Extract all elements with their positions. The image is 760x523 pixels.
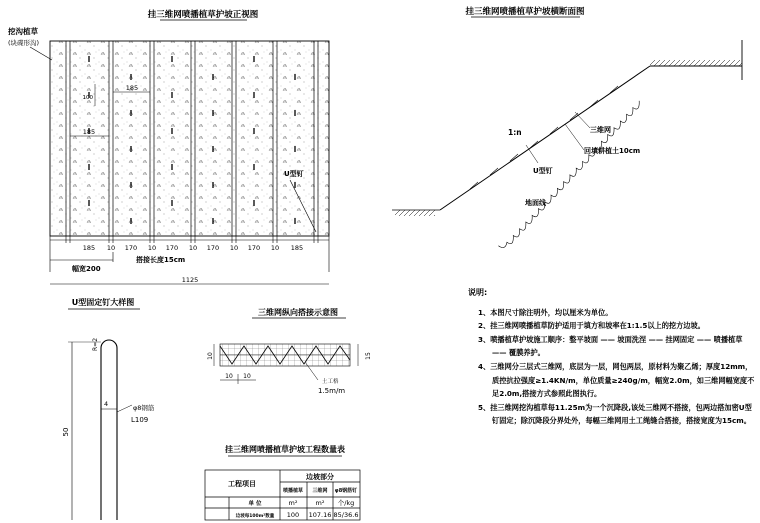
lap-diagram-title: 三维网纵向搭接示意图 xyxy=(258,308,338,317)
bottom-dim-4: 10 xyxy=(147,244,157,252)
fill-label: 回填耕植土10cm xyxy=(584,147,641,155)
inner-dim-185: 185 xyxy=(125,84,139,92)
table-unit-label: 单 位 xyxy=(248,501,262,507)
table-qty-label: 边坡每100m²数量 xyxy=(235,514,275,519)
front-view xyxy=(7,9,329,284)
lap-dim-10-b: 10 xyxy=(243,373,251,380)
note-item-5: 5、挂三维网挖沟植草每11.25m为一个沉降段,该处三维网不搭接，包两边搭加密U型钉固定；除沉降段分界处外，每幅三维网用土工绳缝合搭接，搭接宽度为15cm。 xyxy=(478,402,752,426)
u-nail-detail xyxy=(62,297,155,520)
front-view-title: 挂三维网喷播植草护坡正视图 xyxy=(147,10,259,20)
table-qty-1: 100 xyxy=(286,511,300,519)
slope-ratio-label: 1:n xyxy=(508,128,522,137)
lap-soil-label: 土工格 xyxy=(322,379,339,385)
table-header-item: 工程项目 xyxy=(228,480,256,488)
section-net-label: 三维网 xyxy=(590,126,611,134)
note-item-4: 4、三维网分三层式三维网，底层为一层，网包两层，原材料为聚乙烯；厚度12mm，质控抗拉强度≥1.4KN/m，单位质量≥240g/m，幅宽2.0m，如三维网幅宽度不足2.0m,搭接方式参照此图执行。 xyxy=(478,361,755,399)
table-unit-2: m² xyxy=(315,499,325,507)
table-unit-3: 个/kg xyxy=(337,499,355,507)
u-nail-title: U型固定钉大样图 xyxy=(71,298,135,307)
u-nail-rebar: φ8钢筋 xyxy=(133,404,155,412)
inner-dim-100: 100 xyxy=(82,95,93,101)
u-nail-shape xyxy=(101,340,117,520)
bottom-dim-10: 10 xyxy=(270,244,280,252)
bottom-dim-2: 10 xyxy=(106,244,116,252)
lap-length-label: 搭接长度15cm xyxy=(136,256,186,264)
notes-heading: 说明: xyxy=(468,288,488,297)
note-item-1: 1、本图尺寸除注明外，均以厘米为单位。 xyxy=(478,307,613,317)
lap-dim-15: 15 xyxy=(365,352,372,360)
quantity-table xyxy=(205,444,360,520)
front-u-nail-label: U型钉 xyxy=(284,170,304,178)
section-view xyxy=(392,6,742,250)
total-dim: 1125 xyxy=(181,276,199,284)
table-unit-1: m² xyxy=(288,499,298,507)
bottom-dim-3: 170 xyxy=(124,244,138,252)
table-col-3: φ8钢筋钉 xyxy=(334,488,358,494)
bottom-dim-8: 10 xyxy=(229,244,239,252)
bottom-dim-6: 10 xyxy=(188,244,198,252)
bottom-dim-5: 170 xyxy=(165,244,179,252)
table-qty-2: 107.16 xyxy=(308,511,332,519)
u-nail-radius: R=2 xyxy=(92,337,99,351)
width-label: 幅宽200 xyxy=(72,265,101,273)
lap-dim-10-a: 10 xyxy=(225,373,233,380)
section-u-nail-label: U型钉 xyxy=(533,167,553,175)
lap-diagram xyxy=(207,307,372,395)
lap-dim-10-left: 10 xyxy=(207,352,214,360)
section-view-title: 挂三维网喷播植草护坡横断面图 xyxy=(465,7,585,17)
note-item-3: 3、喷播植草护坡施工顺序：整平坡面 —— 坡面洗涅 —— 挂网固定 —— 喷播植草 —— 覆膜养护。 xyxy=(478,334,743,358)
table-title: 挂三维网喷播植草护坡工程数量表 xyxy=(225,445,345,454)
bottom-dim-7: 170 xyxy=(206,244,220,252)
table-header-group: 边坡部分 xyxy=(306,473,334,481)
bottom-dim-11: 185 xyxy=(290,244,304,252)
lap-spacing-label: 1.5m/m xyxy=(318,387,346,395)
u-nail-dim-4: 4 xyxy=(104,400,109,408)
net-wave xyxy=(476,101,665,250)
u-nail-dim-50: 50 xyxy=(62,427,70,437)
inner-dim-185b: 185 xyxy=(82,128,96,136)
table-col-2: 三维网 xyxy=(312,488,328,494)
table-col-1: 喷播植草 xyxy=(282,488,304,494)
ground-line-label: 地面线 xyxy=(525,199,546,207)
note-item-2: 2、挂三维网喷播植草防护适用于填方和坡率在1:1.5以上的挖方边坡。 xyxy=(478,321,705,331)
bottom-dim-1: 185 xyxy=(82,244,96,252)
table-qty-3: 85/36.6 xyxy=(333,511,359,519)
ditch-label: 挖沟植草 xyxy=(8,27,38,36)
u-nail-length: L109 xyxy=(131,416,149,424)
slope-surface xyxy=(50,41,329,236)
bottom-dim-9: 170 xyxy=(247,244,261,252)
notes-section xyxy=(468,286,758,428)
ditch-sublabel: (块碟形沟) xyxy=(8,39,40,47)
